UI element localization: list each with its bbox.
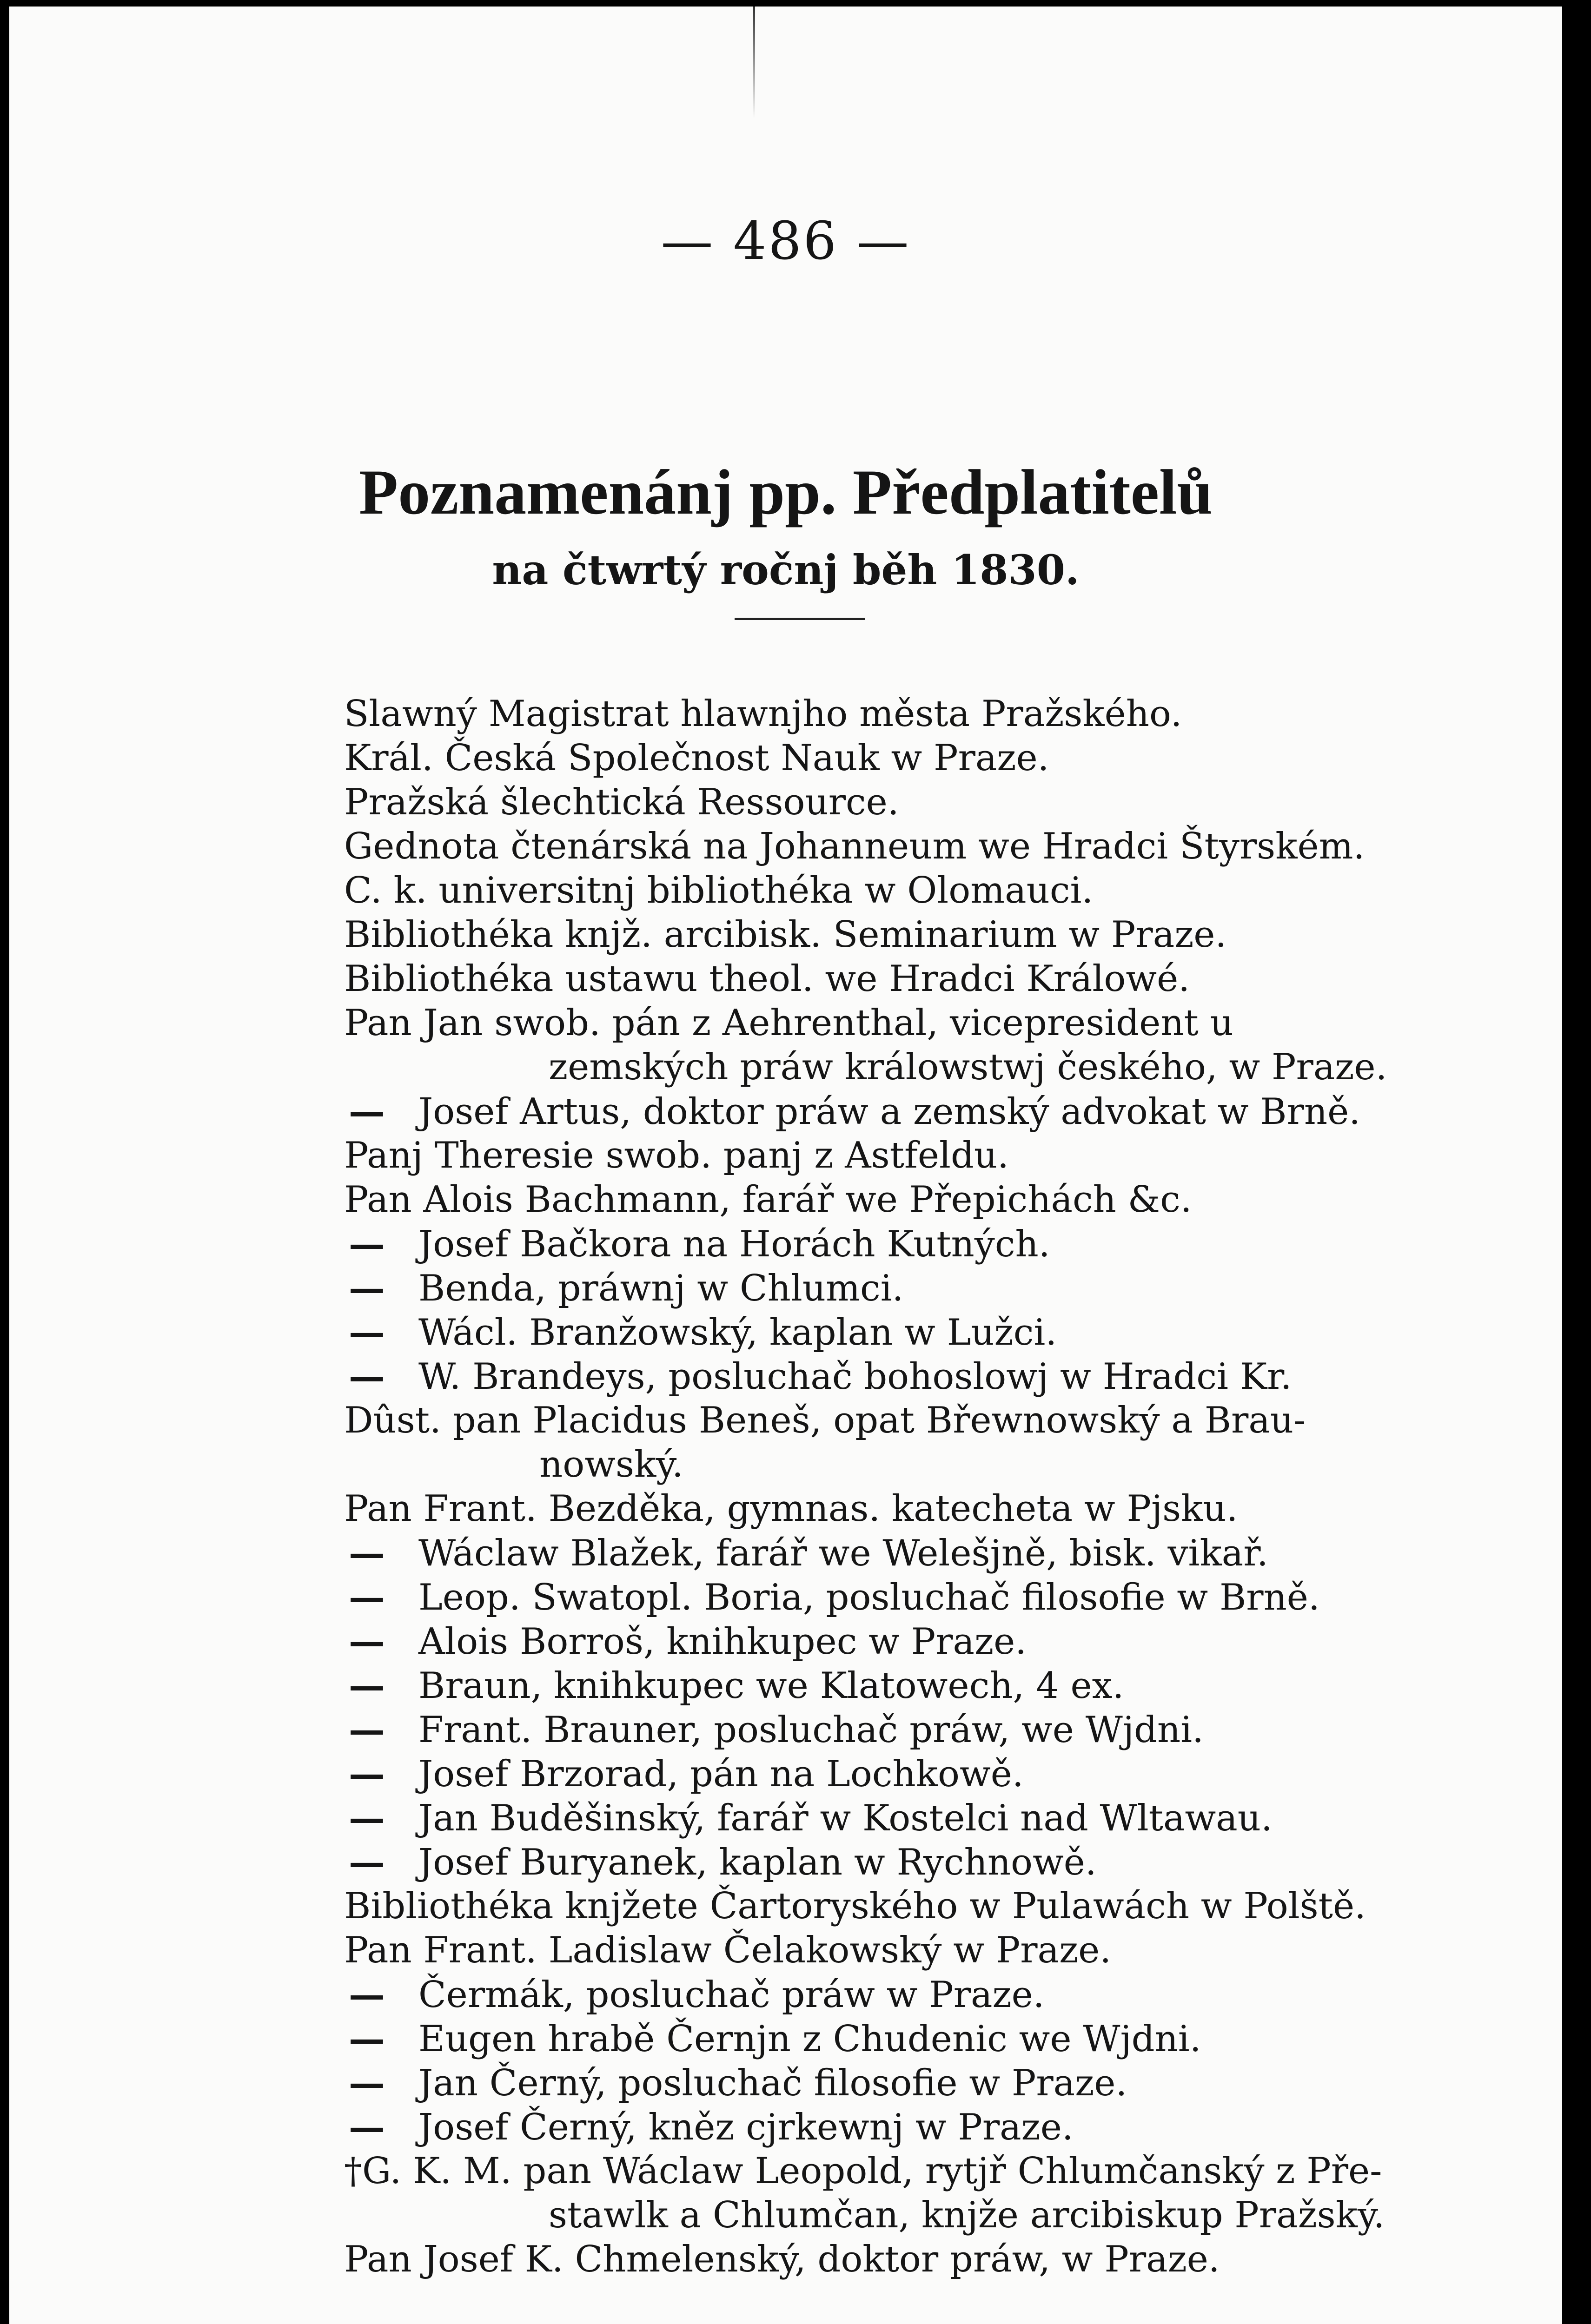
entry-text: Pan Alois Bachmann, farář we Přepichách &c. <box>344 1179 1192 1221</box>
entry-text: Pražská šlechtická Ressource. <box>344 781 899 823</box>
entry-text: Wáclaw Blažek, farář we Welešjně, bisk. vikař. <box>418 1532 1268 1574</box>
page-title: Poznamenánj pp. Předplatitelů <box>358 456 1213 528</box>
ditto-dash: — <box>349 1709 385 1751</box>
subscriber-entry <box>344 1443 1506 1487</box>
entry-text: Pan Frant. Ladislaw Čelakowský w Praze. <box>344 1929 1112 1971</box>
subscriber-entry <box>344 1928 1506 1973</box>
subscriber-entry <box>344 1973 1506 2017</box>
ditto-dash: — <box>349 2062 385 2104</box>
ditto-dash: — <box>349 1753 385 1795</box>
ditto-dash: — <box>349 1355 385 1398</box>
subscriber-entry <box>344 780 1506 825</box>
entry-text: Josef Buryanek, kaplan w Rychnowě. <box>418 1842 1097 1883</box>
entry-text: Pan Jan swob. pán z Aehrenthal, vicepresident u <box>344 1002 1233 1044</box>
subscriber-entry <box>344 1178 1506 1222</box>
entry-text: Josef Brzorad, pán na Lochkowě. <box>418 1753 1024 1795</box>
subscriber-list <box>344 692 1506 2282</box>
subscriber-entry <box>344 1487 1506 1531</box>
entry-text: C. k. universitnj bibliothéka w Olomauci. <box>344 870 1094 911</box>
entry-text: Gednota čtenárská na Johanneum we Hradci Štyrském. <box>344 825 1365 867</box>
subscriber-entry <box>344 1840 1506 1884</box>
entry-text: Josef Artus, doktor práw a zemský advokat w Brně. <box>418 1091 1361 1133</box>
subscriber-entry <box>344 1708 1506 1752</box>
entry-text: Čermák, posluchač práw w Praze. <box>418 1974 1045 2016</box>
entry-text: Dûst. pan Placidus Beneš, opat Břewnowský a Brau- <box>344 1400 1306 1441</box>
subscriber-entry <box>344 1001 1506 1045</box>
page-number: — 486 — <box>661 211 911 271</box>
entry-text: Eugen hrabě Černjn z Chudenic we Wjdni. <box>418 2018 1201 2060</box>
subscriber-entry <box>344 869 1506 913</box>
subscriber-entry <box>344 1399 1506 1443</box>
subscriber-entry <box>344 1310 1506 1354</box>
subscriber-entry <box>344 2017 1506 2061</box>
subscriber-entry <box>344 692 1506 736</box>
entry-text: Pan Josef K. Chmelenský, doktor práw, w Praze. <box>344 2238 1220 2280</box>
subscriber-entry <box>344 2061 1506 2105</box>
ditto-dash: — <box>349 1090 385 1133</box>
book-page <box>9 7 1562 2324</box>
subscriber-entry <box>344 1134 1506 1178</box>
ditto-dash: — <box>349 1267 385 1309</box>
entry-text: Braun, knihkupec we Klatowech, 4 ex. <box>418 1665 1124 1707</box>
subscriber-entry <box>344 825 1506 869</box>
ditto-dash: — <box>349 1841 385 1883</box>
entry-text: Benda, práwnj w Chlumci. <box>418 1268 904 1309</box>
entry-text: nowský. <box>539 1444 683 1486</box>
subscriber-entry <box>344 1664 1506 1708</box>
subscriber-entry <box>344 1222 1506 1266</box>
subscriber-entry <box>344 957 1506 1001</box>
subscriber-entry <box>344 2193 1506 2238</box>
subscriber-entry <box>344 913 1506 957</box>
ditto-dash: — <box>349 1664 385 1707</box>
entry-text: W. Brandeys, posluchač bohoslowj w Hradci Kr. <box>418 1356 1292 1398</box>
subscriber-entry <box>344 736 1506 780</box>
ditto-dash: — <box>349 2106 385 2148</box>
entry-text: Panj Theresie swob. panj z Astfeldu. <box>344 1135 1009 1176</box>
scan-crease <box>753 7 755 118</box>
entry-text: Alois Borroš, knihkupec w Praze. <box>418 1621 1027 1663</box>
subscriber-entry <box>344 1619 1506 1664</box>
subscriber-entry <box>344 1531 1506 1575</box>
subscriber-entry <box>344 1884 1506 1928</box>
entry-text: Josef Černý, kněz cjrkewnj w Praze. <box>418 2106 1074 2148</box>
entry-text: Jan Černý, posluchač filosofie w Praze. <box>418 2062 1127 2104</box>
entry-text: zemských práw králowstwj českého, w Praze. <box>549 1046 1387 1088</box>
entry-text: Frant. Brauner, posluchač práw, we Wjdni. <box>418 1709 1204 1751</box>
ditto-dash: — <box>349 1620 385 1663</box>
entry-text: Wácl. Branžowský, kaplan w Lužci. <box>418 1312 1057 1353</box>
subscriber-entry <box>344 2105 1506 2149</box>
subscriber-entry <box>344 2238 1506 2282</box>
ditto-dash: — <box>349 1797 385 1839</box>
subscriber-entry <box>344 1266 1506 1310</box>
ditto-dash: — <box>349 1974 385 2016</box>
subscriber-entry <box>344 1089 1506 1134</box>
entry-text: Bibliothéka knjž. arcibisk. Seminarium w Praze. <box>344 914 1227 956</box>
entry-text: Leop. Swatopl. Boria, posluchač filosofie w Brně. <box>418 1577 1320 1618</box>
ditto-dash: — <box>349 1576 385 1618</box>
title-divider <box>735 618 865 620</box>
ditto-dash: — <box>349 1223 385 1265</box>
entry-text: Pan Frant. Bezděka, gymnas. katecheta w Pjsku. <box>344 1488 1238 1530</box>
entry-text: Slawný Magistrat hlawnjho města Pražského. <box>344 693 1182 735</box>
entry-text: Bibliothéka ustawu theol. we Hradci Králowé. <box>344 958 1190 1000</box>
subscriber-entry <box>344 1045 1506 1089</box>
subscriber-entry <box>344 1575 1506 1619</box>
subscriber-entry <box>344 1752 1506 1796</box>
entry-text: Král. Česká Společnost Nauk w Praze. <box>344 737 1049 779</box>
entry-text: Jan Buděšinský, farář w Kostelci nad Wltawau. <box>418 1797 1273 1839</box>
subscriber-entry <box>344 1354 1506 1399</box>
ditto-dash: — <box>349 1311 385 1353</box>
subscriber-entry <box>344 2149 1506 2193</box>
subscriber-entry <box>344 1796 1506 1840</box>
page-subtitle: na čtwrtý ročnj běh 1830. <box>492 546 1080 594</box>
entry-text: Bibliothéka knjžete Čartoryského w Pulawách w Polště. <box>344 1885 1366 1927</box>
entry-text: stawlk a Chlumčan, knjže arcibiskup Pražský. <box>549 2194 1385 2236</box>
entry-text: Josef Bačkora na Horách Kutných. <box>418 1223 1050 1265</box>
entry-text: †G. K. M. pan Wáclaw Leopold, rytjř Chlumčanský z Pře- <box>344 2150 1382 2192</box>
ditto-dash: — <box>349 2018 385 2060</box>
ditto-dash: — <box>349 1532 385 1574</box>
